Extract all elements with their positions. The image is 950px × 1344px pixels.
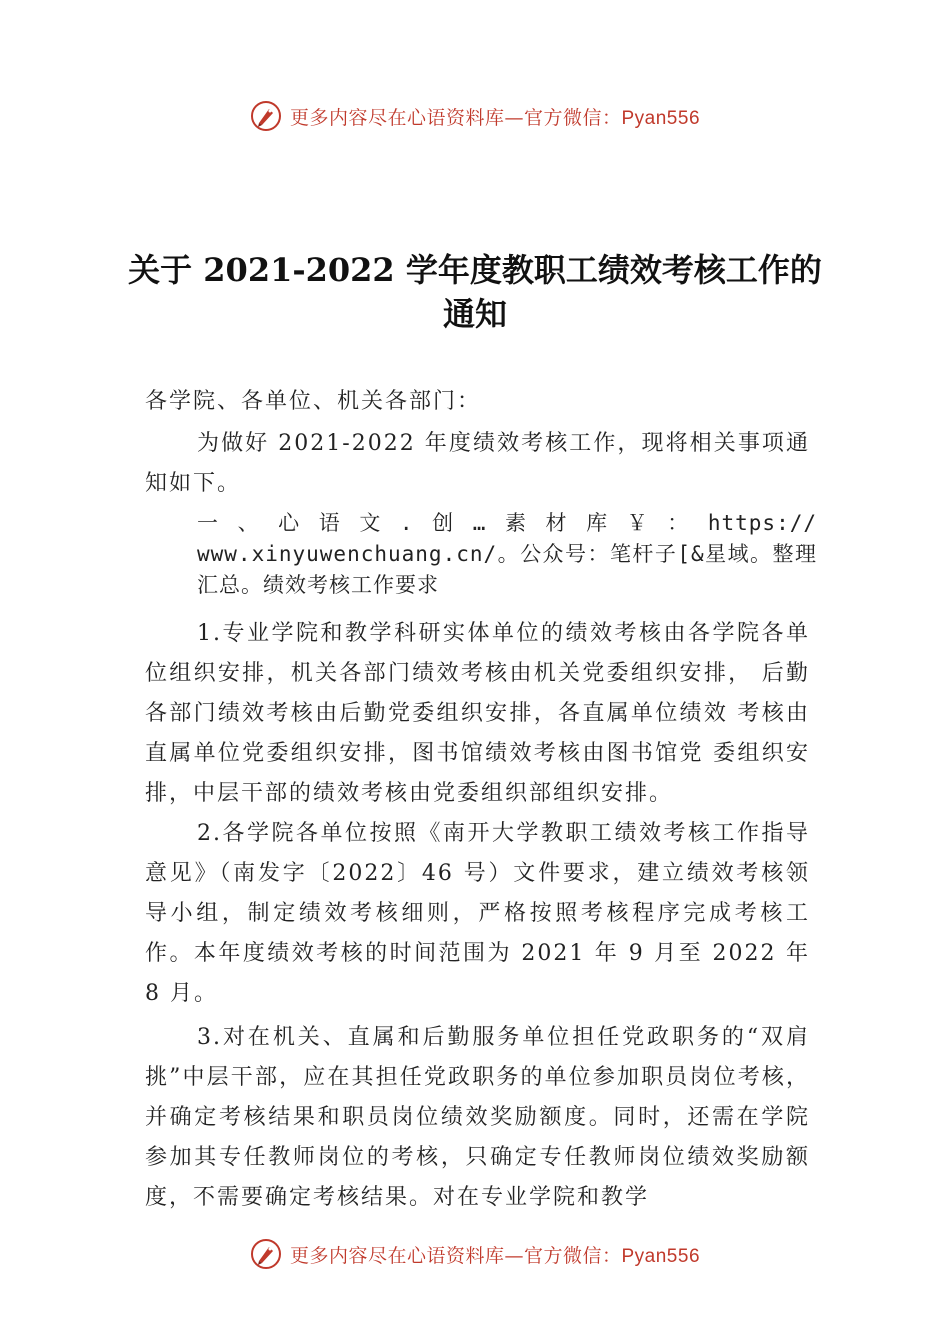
footer-banner-text: 更多内容尽在心语资料库—官方微信：Pyan556 <box>289 1244 701 1267</box>
list-item: 2.各学院各单位按照《南开大学教职工绩效考核工作指导意见》（南发字〔2022〕46 号）文件要求，建立绩效考核领导小组，制定绩效考核细则，严格按照考核程序完成考核工作。本年度绩效考核的时间范围为 2021 年 9 月至 2022 年 8 月。 <box>145 821 810 1006</box>
section-heading-1: 一、心语文.创…素材库￥：https:// www.xinyuwenchuang.cn/。公众号：笔杆子[&星域。整理汇总。绩效考核工作要求 <box>197 511 817 597</box>
list-item: 1.专业学院和教学科研实体单位的绩效考核由各学院各单位组织安排，机关各部门绩效考核由机关党委组织安排， 后勤各部门绩效考核由后勤党委组织安排，各直属单位绩效 考核由直属单位党委组织安排，图书馆绩效考核由图书馆党 委组织安排，中层干部的绩效考核由党委组织部组织安排。 <box>145 621 810 806</box>
intro-paragraph: 为做好 2021-2022 年度绩效考核工作，现将相关事项通知如下。 <box>145 431 810 496</box>
document-title: 关于 2021-2022 学年度教职工绩效考核工作的通知 <box>128 251 822 333</box>
footer-banner <box>0 1234 950 1274</box>
header-banner <box>0 96 950 136</box>
footer-wechat-id: Pyan556 <box>621 1245 701 1267</box>
header-banner-text: 更多内容尽在心语资料库—官方微信：Pyan556 <box>289 106 701 129</box>
header-wechat-id: Pyan556 <box>621 107 701 129</box>
pen-nib-logo-icon <box>250 1238 282 1270</box>
salutation: 各学院、各单位、机关各部门： <box>145 389 482 414</box>
pen-nib-logo-icon <box>250 100 282 132</box>
list-item: 3.对在机关、直属和后勤服务单位担任党政职务的“双肩挑”中层干部，应在其担任党政职务的单位参加职员岗位考核，并确定考核结果和职员岗位绩效奖励额度。同时，还需在学院参加其专任教师岗位的考核，只确定专任教师岗位绩效奖励额度，不需要确定考核结果。对在专业学院和教学 <box>145 1025 810 1210</box>
